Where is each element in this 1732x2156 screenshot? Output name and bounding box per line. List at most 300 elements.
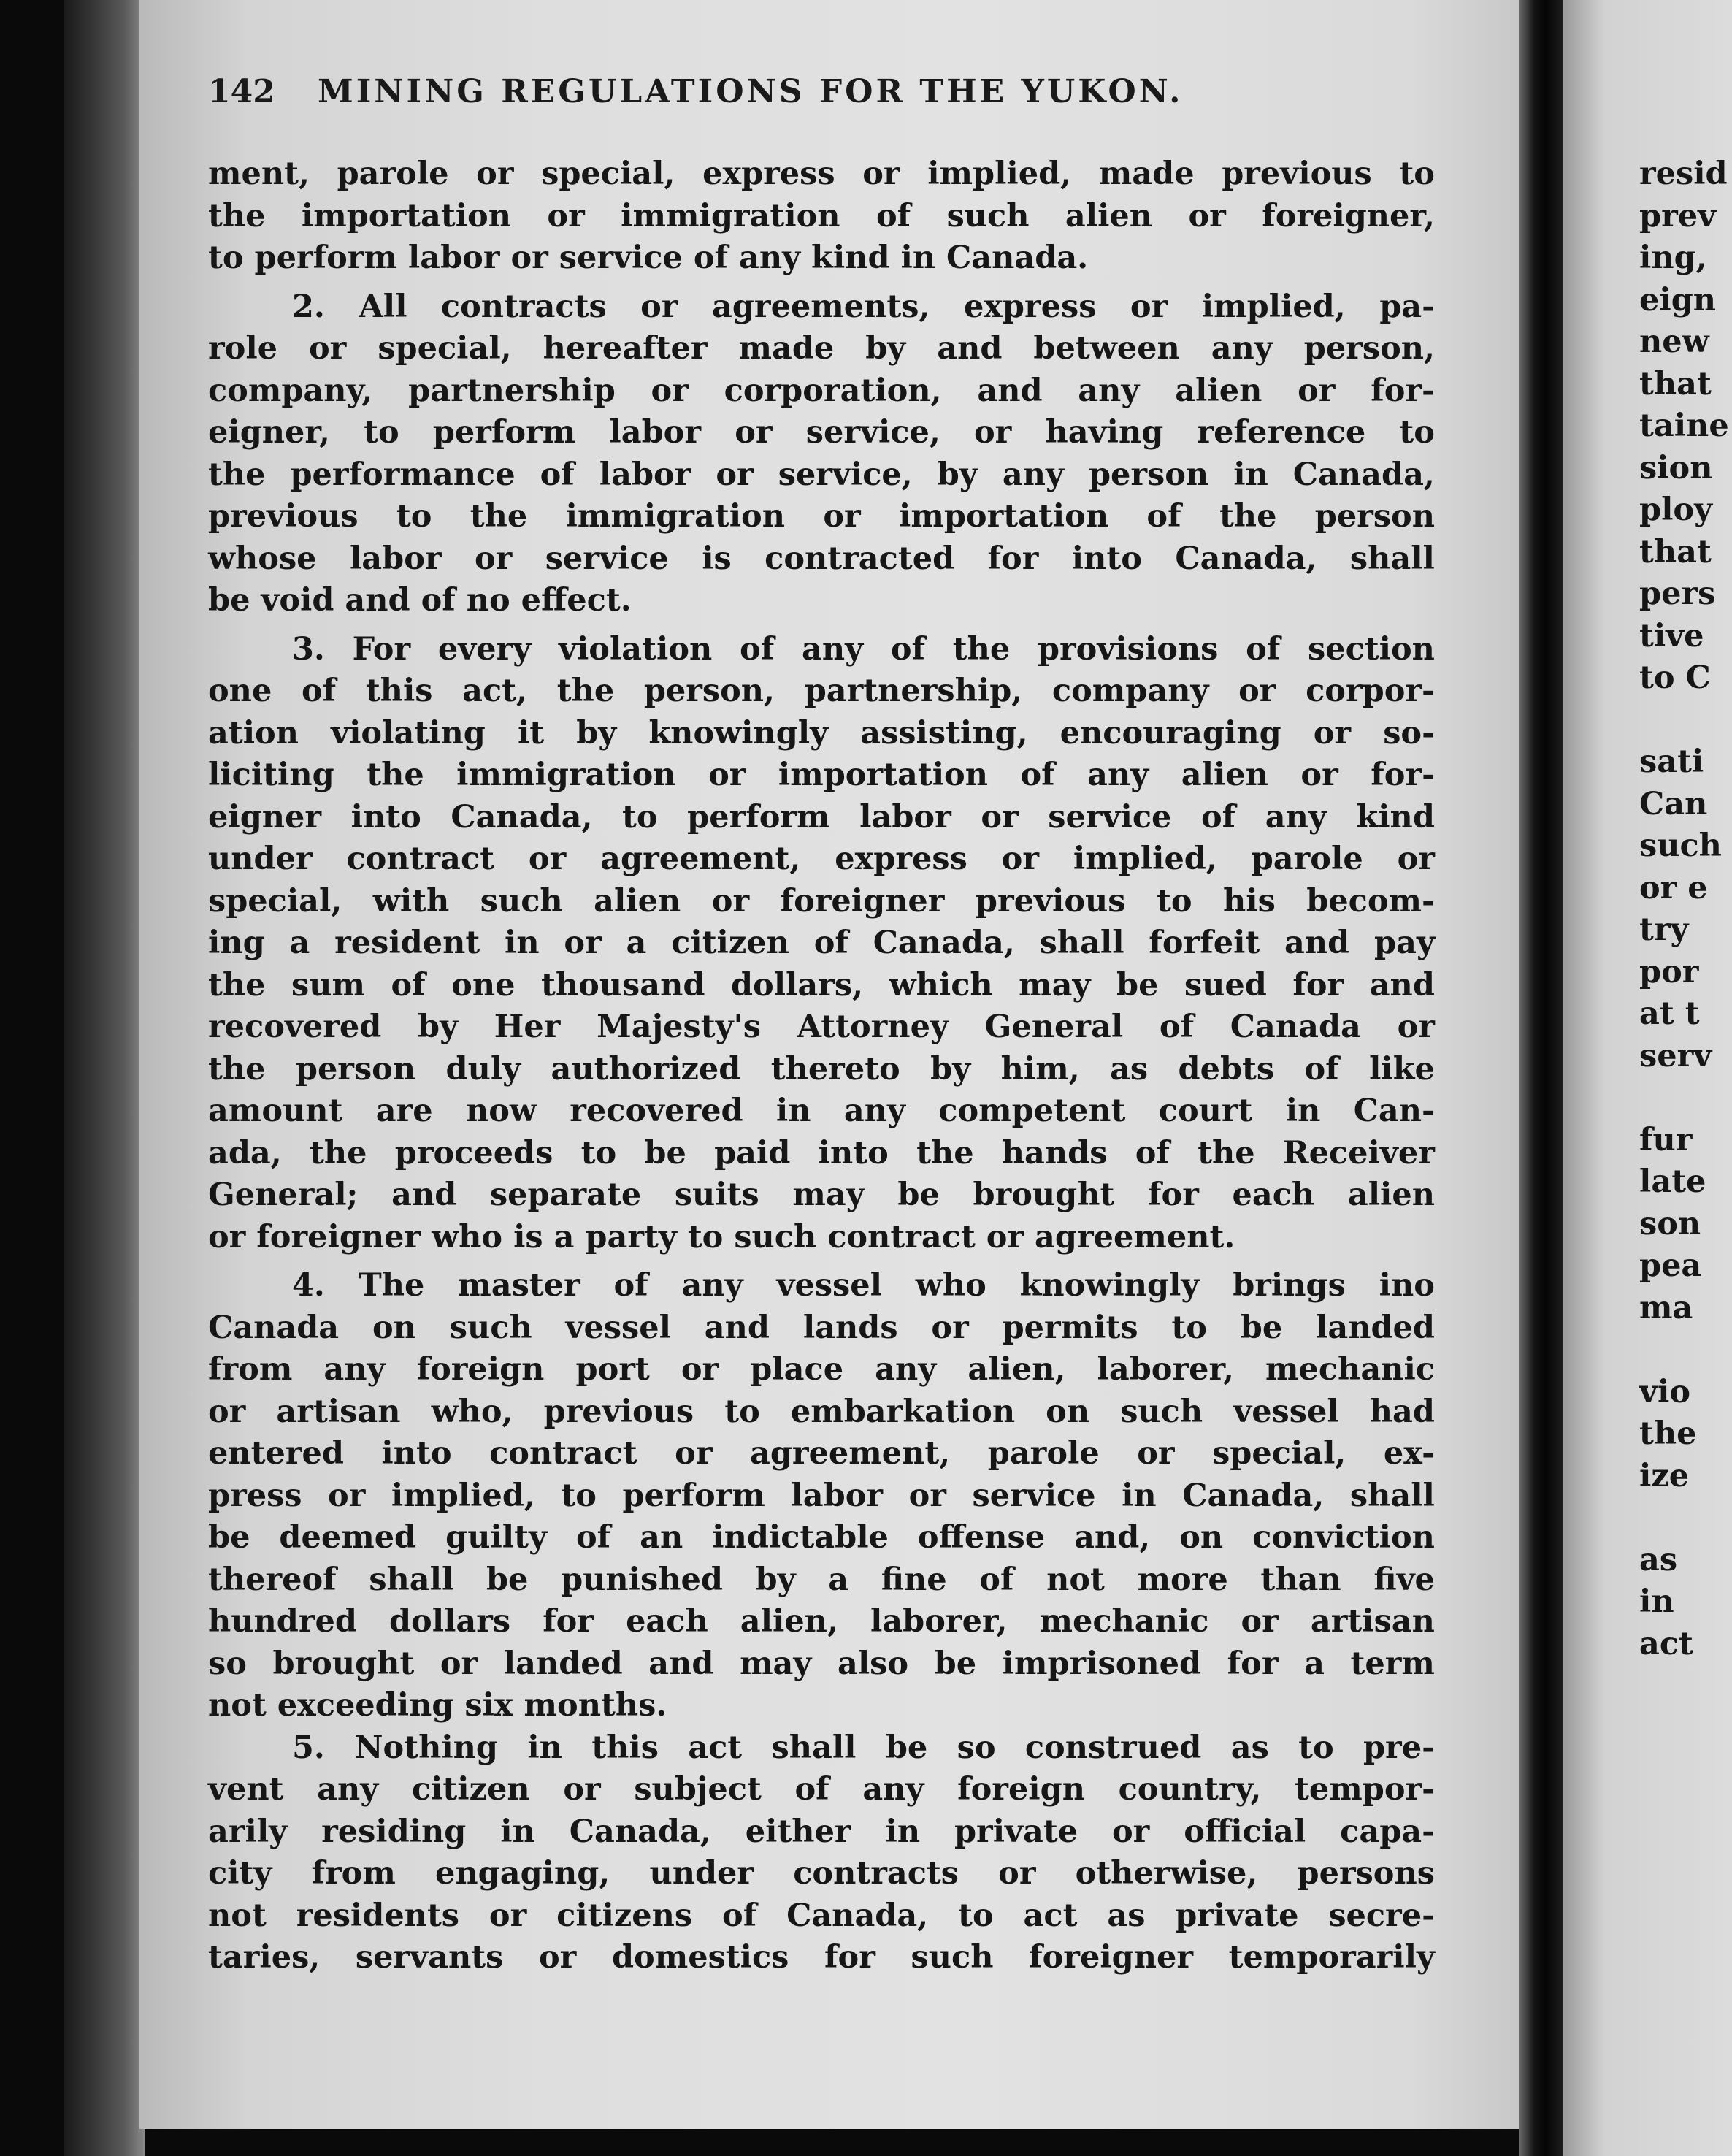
- word: master: [458, 1267, 580, 1304]
- word: or: [1001, 841, 1039, 877]
- word: the: [916, 1134, 974, 1171]
- word: of: [1020, 757, 1055, 793]
- right-text-line: sion: [1639, 449, 1713, 486]
- word: Majesty's: [597, 1009, 761, 1045]
- word: so: [957, 1729, 996, 1766]
- word: or: [1241, 1603, 1279, 1640]
- word: or: [716, 456, 754, 493]
- word: corporation,: [724, 372, 942, 409]
- text-line: [208, 670, 1435, 713]
- word: a: [626, 925, 647, 961]
- right-text-line: tive: [1639, 617, 1704, 654]
- word: contracts: [440, 288, 607, 325]
- line-spacer: [1639, 1077, 1732, 1120]
- word: in: [527, 1729, 562, 1766]
- word: citizen: [671, 925, 789, 961]
- word: act: [1023, 1897, 1078, 1934]
- word: vessel: [565, 1309, 671, 1346]
- right-text-line: to C: [1639, 660, 1711, 696]
- word: to: [1399, 156, 1435, 192]
- word: amount: [208, 1093, 343, 1129]
- word: is: [702, 540, 732, 577]
- word: company,: [208, 372, 373, 409]
- text-line: [208, 797, 1435, 839]
- word: service: [545, 540, 669, 577]
- word: capa-: [1340, 1813, 1435, 1850]
- word: or: [1130, 288, 1168, 325]
- paragraph-gap: [208, 622, 1435, 629]
- word: any: [1211, 330, 1273, 367]
- word: or: [1238, 673, 1276, 709]
- word: express: [963, 288, 1097, 325]
- word: paid: [714, 1134, 791, 1171]
- word: or: [998, 1855, 1036, 1892]
- word: shall: [1349, 1477, 1435, 1514]
- word: perform: [622, 1477, 765, 1514]
- word: labor: [609, 414, 702, 451]
- right-text-line: ize: [1639, 1457, 1690, 1494]
- word: entered: [208, 1435, 344, 1472]
- text-line: [208, 754, 1435, 797]
- word: in: [1122, 1477, 1157, 1514]
- word: into: [350, 798, 421, 836]
- word: implied,: [1073, 841, 1217, 877]
- word: construed: [1024, 1729, 1202, 1766]
- word: deemed: [279, 1519, 417, 1556]
- word: sued: [1184, 966, 1267, 1004]
- word: or: [309, 330, 347, 367]
- word: for-: [1371, 757, 1435, 793]
- word: implied,: [927, 156, 1072, 192]
- word: than: [1260, 1561, 1341, 1598]
- word: importation: [778, 757, 988, 793]
- word: Attorney: [797, 1009, 949, 1045]
- word: may: [1019, 966, 1091, 1004]
- word: residing: [321, 1813, 467, 1850]
- text-line: [208, 1174, 1435, 1217]
- word: performance: [290, 456, 516, 493]
- word: becom-: [1306, 882, 1435, 920]
- text-line: [208, 1601, 1435, 1643]
- word: either: [745, 1813, 851, 1850]
- word: ino: [1379, 1267, 1435, 1304]
- word: or: [1313, 714, 1352, 752]
- right-text-line: the: [1639, 1415, 1697, 1452]
- word: perform: [687, 798, 830, 836]
- word: the: [952, 630, 1011, 668]
- word: of: [1304, 1050, 1339, 1087]
- word: foreigner: [1029, 1939, 1193, 1976]
- word: or: [981, 798, 1019, 836]
- word: vent: [208, 1771, 284, 1808]
- word: landed: [1316, 1309, 1435, 1346]
- word: alien: [1065, 197, 1153, 234]
- right-text-line: taine: [1639, 408, 1729, 444]
- word: such: [946, 197, 1030, 234]
- word: recovered: [208, 1009, 382, 1045]
- word: Receiver: [1282, 1134, 1435, 1171]
- word: may: [792, 1177, 865, 1213]
- word: or: [651, 372, 689, 409]
- word: as: [1110, 1050, 1149, 1087]
- right-text-line: resid: [1639, 156, 1728, 192]
- word: suits: [674, 1177, 759, 1213]
- word: to: [364, 414, 399, 451]
- word: with: [372, 882, 450, 920]
- text-line: [208, 838, 1435, 881]
- word: encouraging: [1059, 714, 1281, 752]
- word: such: [449, 1309, 532, 1346]
- word: or: [474, 540, 513, 577]
- word: labor: [349, 540, 442, 577]
- word: or: [547, 197, 585, 234]
- word: Canada: [208, 1309, 340, 1346]
- word: and: [391, 1177, 457, 1213]
- right-text-line: pers: [1639, 576, 1716, 612]
- text-line: [208, 1853, 1435, 1895]
- word: to: [958, 1897, 994, 1934]
- text-line: [208, 370, 1435, 413]
- text-line: [208, 153, 1435, 196]
- word: on: [1046, 1393, 1090, 1430]
- word: or: [823, 498, 861, 535]
- word: of: [1200, 798, 1236, 836]
- word: corpor-: [1306, 673, 1435, 709]
- word: be: [644, 1134, 686, 1171]
- word: and: [704, 1309, 770, 1346]
- right-text-line: prev: [1639, 197, 1717, 234]
- word: 2.: [292, 288, 325, 325]
- right-text-line: that: [1639, 365, 1712, 402]
- word: or: [1112, 1813, 1150, 1850]
- word: whose: [208, 540, 317, 577]
- word: the: [208, 966, 266, 1004]
- word: not: [1046, 1561, 1105, 1598]
- word: one: [208, 673, 272, 709]
- word: for: [1227, 1645, 1279, 1682]
- word: special,: [541, 156, 675, 192]
- line-spacer: [1639, 700, 1732, 742]
- word: be: [1240, 1309, 1283, 1346]
- text-line: [208, 412, 1435, 454]
- right-text-line: act: [1639, 1625, 1693, 1662]
- word: of: [890, 630, 925, 668]
- word: person: [1314, 498, 1435, 535]
- word: into: [818, 1134, 889, 1171]
- word: of: [1159, 1009, 1195, 1045]
- word: citizens: [556, 1897, 693, 1934]
- word: The: [358, 1267, 425, 1304]
- word: or: [735, 414, 773, 451]
- word: or: [564, 925, 602, 961]
- word: competent: [938, 1093, 1126, 1129]
- word: or: [488, 1897, 527, 1934]
- word: resident: [334, 925, 480, 961]
- word: to: [1399, 414, 1435, 451]
- word: such: [911, 1939, 994, 1976]
- word: be: [934, 1645, 977, 1682]
- word: person,: [643, 673, 775, 709]
- page-number: 142: [208, 73, 275, 110]
- word: foreigner: [780, 882, 945, 920]
- word: landed: [503, 1645, 623, 1682]
- word: in: [505, 925, 540, 961]
- word: by: [930, 1050, 971, 1087]
- word: or: [675, 1435, 713, 1472]
- word: parole: [987, 1435, 1100, 1472]
- word: Canada,: [569, 1813, 711, 1850]
- header-title: MINING REGULATIONS FOR THE YUKON.: [318, 73, 1184, 110]
- word: permits: [1002, 1309, 1138, 1346]
- right-text-line: in: [1639, 1583, 1674, 1620]
- word: for: [1292, 966, 1344, 1004]
- word: 5.: [292, 1729, 325, 1766]
- word: immigration: [621, 197, 840, 234]
- word: made: [1098, 156, 1195, 192]
- word: agreements,: [711, 288, 930, 325]
- word: pa-: [1379, 288, 1435, 325]
- word: engaging,: [435, 1855, 610, 1892]
- main-text-block: [208, 153, 1435, 1979]
- word: company: [1051, 673, 1209, 709]
- word: General: [984, 1009, 1124, 1045]
- word: debts: [1178, 1050, 1275, 1087]
- word: or: [1188, 197, 1226, 234]
- word: port: [575, 1351, 650, 1388]
- word: which: [889, 966, 993, 1004]
- word: Canada: [1230, 1009, 1361, 1045]
- paragraph-gap: [208, 1258, 1435, 1265]
- text-line: [208, 1133, 1435, 1175]
- word: parole: [1251, 841, 1363, 877]
- right-page-text-fragment: [1639, 153, 1732, 1665]
- word: of: [875, 197, 911, 234]
- word: or: [1397, 1009, 1435, 1045]
- word: of: [740, 630, 775, 668]
- word: or: [931, 1309, 969, 1346]
- word: otherwise,: [1075, 1855, 1258, 1892]
- right-text-line: such: [1639, 827, 1722, 864]
- word: alien,: [740, 1603, 838, 1640]
- word: vessel: [776, 1267, 882, 1304]
- word: pre-: [1363, 1729, 1435, 1766]
- word: mechanic: [1039, 1603, 1209, 1640]
- word: or: [1300, 757, 1338, 793]
- word: or: [538, 1939, 577, 1976]
- word: into: [1071, 540, 1142, 577]
- word: proceeds: [394, 1134, 553, 1171]
- word: any: [801, 630, 864, 668]
- word: contract: [346, 841, 495, 877]
- word: provisions: [1037, 630, 1219, 668]
- text-line: [208, 965, 1435, 1007]
- word: for: [987, 540, 1039, 577]
- word: embarkation: [790, 1393, 1016, 1430]
- word: any: [1087, 757, 1149, 793]
- word: laborer,: [1097, 1351, 1234, 1388]
- word: temporarily: [1228, 1939, 1435, 1976]
- text-line: be void and of no effect.: [208, 582, 632, 619]
- text-line: [208, 286, 1435, 329]
- word: and: [1369, 966, 1435, 1004]
- word: in: [1233, 456, 1268, 493]
- word: a: [289, 925, 310, 961]
- word: ada,: [208, 1134, 282, 1171]
- word: person: [1088, 456, 1209, 493]
- word: or: [711, 882, 750, 920]
- word: labor: [599, 456, 691, 493]
- word: from: [311, 1855, 396, 1892]
- text-line: or foreigner who is a party to such contract or agreement.: [208, 1218, 1235, 1255]
- text-line: [208, 538, 1435, 581]
- word: like: [1369, 1050, 1435, 1087]
- text-line: [208, 1090, 1435, 1133]
- word: a: [1304, 1645, 1325, 1682]
- word: to: [1156, 882, 1192, 920]
- word: or: [208, 1393, 246, 1430]
- word: on: [1179, 1519, 1224, 1556]
- word: immigration: [456, 757, 676, 793]
- word: the: [470, 498, 528, 535]
- word: immigration: [565, 498, 785, 535]
- word: agreement,: [749, 1435, 951, 1472]
- word: alien: [1175, 372, 1262, 409]
- word: artisan: [1310, 1603, 1435, 1640]
- word: for: [824, 1939, 875, 1976]
- word: brought: [973, 1177, 1115, 1213]
- text-line: [208, 496, 1435, 538]
- word: brings: [1233, 1267, 1346, 1304]
- word: domestics: [611, 1939, 789, 1976]
- word: every: [437, 630, 532, 668]
- word: alien: [1181, 757, 1268, 793]
- word: indictable: [712, 1519, 889, 1556]
- word: to: [580, 1134, 617, 1171]
- right-text-line: as: [1639, 1541, 1678, 1578]
- text-line: [208, 629, 1435, 671]
- word: are: [375, 1093, 433, 1129]
- word: thereto: [770, 1050, 900, 1087]
- word: to: [1171, 1309, 1207, 1346]
- right-text-line: or e: [1639, 869, 1708, 906]
- word: in: [775, 1093, 811, 1129]
- text-line: [208, 1643, 1435, 1686]
- word: Canada,: [1182, 1477, 1325, 1514]
- text-line: [208, 1475, 1435, 1518]
- word: or: [1137, 1435, 1175, 1472]
- word: service,: [778, 456, 913, 493]
- word: alien: [594, 882, 681, 920]
- word: brought: [272, 1645, 415, 1682]
- word: or: [681, 1351, 719, 1388]
- word: alien,: [967, 1351, 1066, 1388]
- word: or: [908, 1477, 946, 1514]
- word: service,: [805, 414, 940, 451]
- text-line: [208, 1895, 1435, 1938]
- word: offense: [917, 1519, 1046, 1556]
- word: the: [1198, 1134, 1255, 1171]
- word: to: [396, 498, 432, 535]
- word: or: [1397, 841, 1435, 877]
- word: the: [208, 1050, 266, 1087]
- word: this: [365, 673, 433, 709]
- word: or: [862, 156, 900, 192]
- word: of: [575, 1519, 611, 1556]
- text-line: [208, 454, 1435, 497]
- word: the: [556, 673, 615, 709]
- page-divider: [1519, 0, 1563, 2156]
- running-header: [208, 73, 1303, 110]
- word: his: [1222, 882, 1276, 920]
- text-line: [208, 1769, 1435, 1811]
- text-line: [208, 713, 1435, 755]
- word: any: [875, 1351, 937, 1388]
- word: who: [915, 1267, 986, 1304]
- word: previous: [1222, 156, 1372, 192]
- word: forfeit: [1149, 925, 1260, 961]
- word: foreign: [957, 1771, 1085, 1808]
- word: this: [591, 1729, 659, 1766]
- right-text-line: sati: [1639, 743, 1704, 780]
- word: for: [1148, 1177, 1199, 1213]
- word: of: [613, 1267, 648, 1304]
- word: partnership,: [804, 673, 1023, 709]
- text-line: [208, 1937, 1435, 1979]
- word: eigner: [208, 798, 322, 836]
- word: Canada,: [1292, 456, 1435, 493]
- right-text-line: new: [1639, 324, 1709, 360]
- word: special,: [378, 330, 512, 367]
- word: foreigner,: [1262, 197, 1435, 234]
- word: and,: [1074, 1519, 1151, 1556]
- word: be: [897, 1177, 940, 1213]
- word: shall: [771, 1729, 857, 1766]
- right-text-line: pea: [1639, 1247, 1702, 1284]
- word: service: [972, 1477, 1096, 1514]
- word: such: [480, 882, 563, 920]
- word: Canada,: [873, 925, 1015, 961]
- word: of: [391, 966, 426, 1004]
- word: foreign: [416, 1351, 545, 1388]
- word: to: [1298, 1729, 1334, 1766]
- word: from: [208, 1351, 293, 1388]
- word: ex-: [1383, 1435, 1435, 1472]
- paragraph-gap: [208, 280, 1435, 286]
- word: secre-: [1328, 1897, 1435, 1934]
- word: and: [1284, 925, 1350, 961]
- word: of: [540, 456, 575, 493]
- word: into: [381, 1435, 452, 1472]
- word: in: [500, 1813, 535, 1850]
- word: be: [208, 1519, 250, 1556]
- word: any: [323, 1351, 386, 1388]
- text-line: not exceeding six months.: [208, 1687, 667, 1724]
- word: thereof: [208, 1561, 337, 1598]
- word: official: [1184, 1813, 1306, 1850]
- word: under: [208, 841, 313, 877]
- word: knowingly: [1019, 1267, 1200, 1304]
- word: knowingly: [648, 714, 829, 752]
- word: any: [1265, 798, 1327, 836]
- text-line: [208, 881, 1435, 923]
- word: one: [451, 966, 516, 1004]
- word: implied,: [1201, 288, 1346, 325]
- word: Canada,: [786, 1897, 929, 1934]
- word: previous: [208, 498, 359, 535]
- word: country,: [1118, 1771, 1262, 1808]
- word: contracted: [765, 540, 955, 577]
- word: taries,: [208, 1939, 321, 1976]
